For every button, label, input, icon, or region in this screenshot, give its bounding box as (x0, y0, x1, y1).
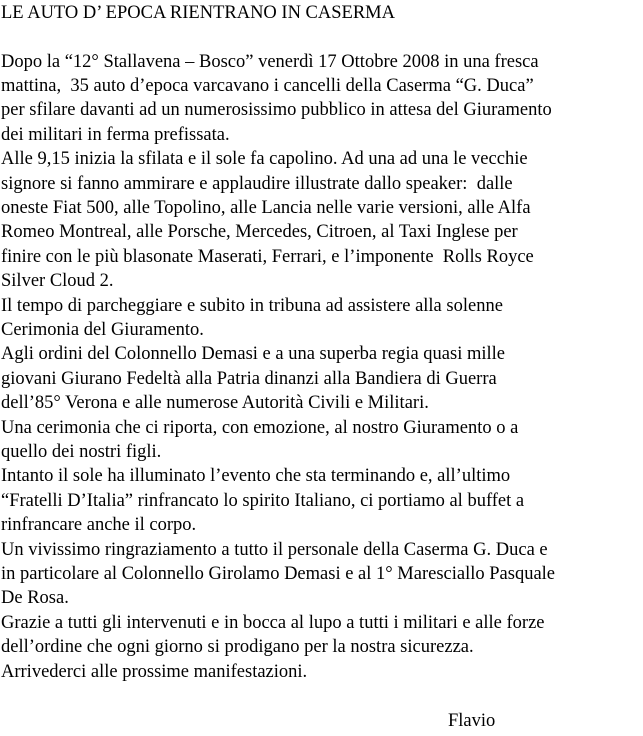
text-line: quello dei nostri figli. (1, 442, 162, 462)
text-line: dei militari in ferma prefissata. (1, 125, 230, 145)
text-line: in particolare al Colonnello Girolamo Demasi e al 1° Maresciallo Pasquale (1, 564, 556, 584)
text-line: oneste Fiat 500, alle Topolino, alle Lancia nelle varie versioni, alle Alfa (1, 198, 531, 218)
text-line: Agli ordini del Colonnello Demasi e a una superba regia quasi mille (1, 344, 505, 364)
text-line: mattina, 35 auto d’epoca varcavano i cancelli della Caserma “G. Duca” (1, 76, 534, 96)
text-line: Una cerimonia che ci riporta, con emozione, al nostro Giuramento o a (1, 418, 519, 438)
text-line: Cerimonia del Giuramento. (1, 320, 204, 340)
text-line: Un vivissimo ringraziamento a tutto il personale della Caserma G. Duca e (1, 540, 548, 560)
document-title: LE AUTO D’ EPOCA RIENTRANO IN CASERMA (1, 3, 395, 23)
signature: Flavio (448, 711, 496, 731)
text-line: De Rosa. (1, 588, 69, 608)
text-line: Silver Cloud 2. (1, 271, 114, 291)
text-line: dell’ordine che ogni giorno si prodigano per la nostra sicurezza. (1, 637, 474, 657)
text-line: per sfilare davanti ad un numerosissimo pubblico in attesa del Giuramento (1, 100, 552, 120)
text-line: signore si fanno ammirare e applaudire illustrate dallo speaker: dalle (1, 174, 513, 194)
text-line: Intanto il sole ha illuminato l’evento che sta terminando e, all’ultimo (1, 466, 511, 486)
text-line: Romeo Montreal, alle Porsche, Mercedes, Citroen, al Taxi Inglese per (1, 222, 518, 242)
text-line: Grazie a tutti gli intervenuti e in bocca al lupo a tutti i militari e alle forze (1, 613, 545, 633)
text-line: “Fratelli D’Italia” rinfrancato lo spirito Italiano, ci portiamo al buffet a (1, 491, 525, 511)
text-line: giovani Giurano Fedeltà alla Patria dinanzi alla Bandiera di Guerra (1, 369, 497, 389)
text-line: Alle 9,15 inizia la sfilata e il sole fa capolino. Ad una ad una le vecchie (1, 149, 528, 169)
text-line: finire con le più blasonate Maserati, Ferrari, e l’imponente Rolls Royce (1, 247, 534, 267)
text-line: Arrivederci alle prossime manifestazioni. (1, 662, 308, 682)
text-line: Il tempo di parcheggiare e subito in tribuna ad assistere alla solenne (1, 296, 503, 316)
text-line: rinfrancare anche il corpo. (1, 515, 197, 535)
text-line: dell’85° Verona e alle numerose Autorità Civili e Militari. (1, 393, 429, 413)
text-line: Dopo la “12° Stallavena – Bosco” venerdì 17 Ottobre 2008 in una fresca (1, 52, 539, 72)
